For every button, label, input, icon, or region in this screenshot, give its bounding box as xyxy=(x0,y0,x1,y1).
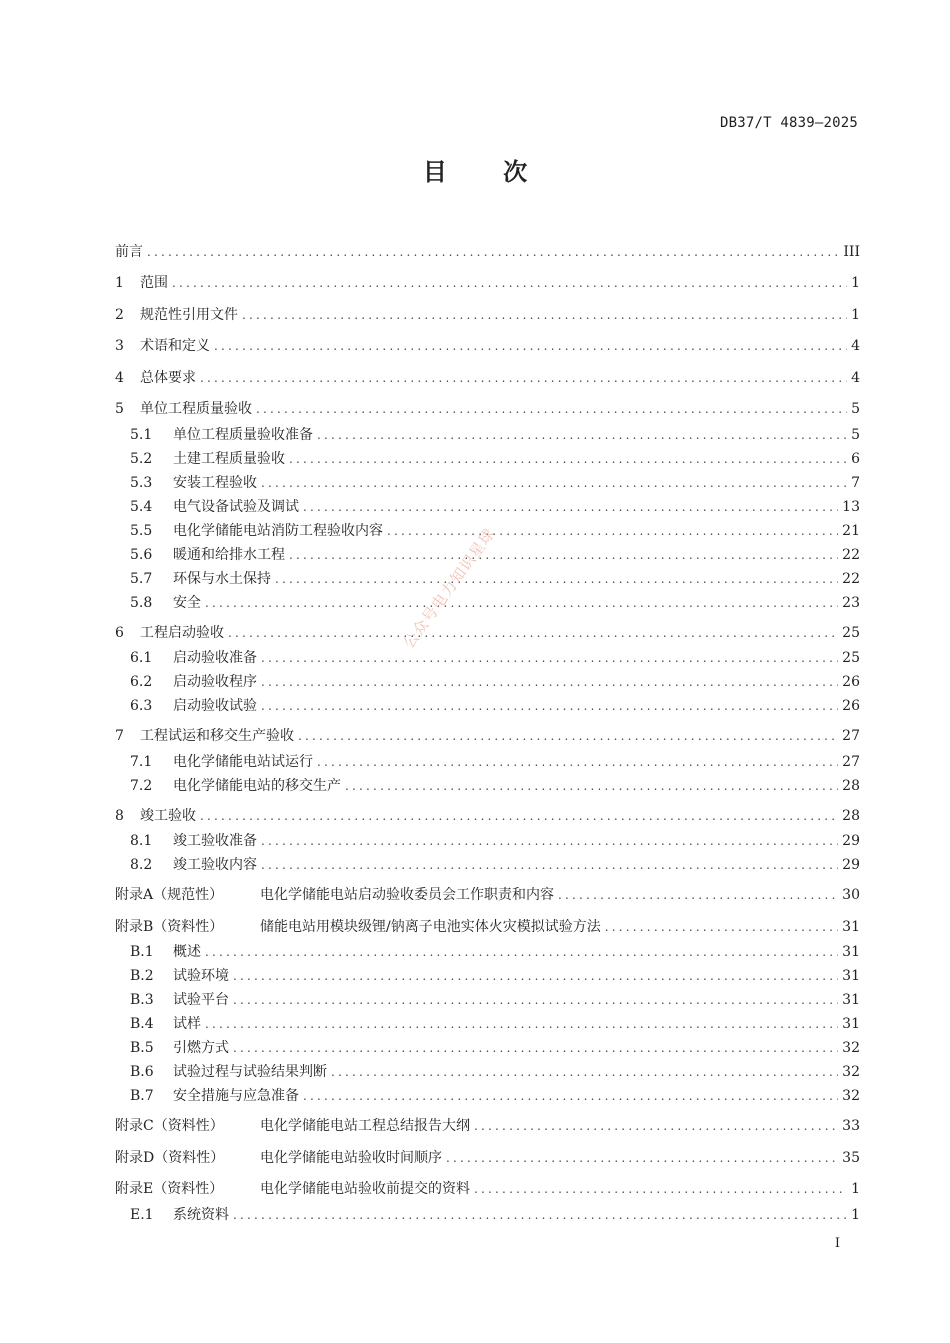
toc-entry[interactable] xyxy=(115,447,860,471)
toc-entry-number: 附录A（规范性） xyxy=(115,887,224,903)
toc-entry[interactable] xyxy=(115,774,860,798)
toc-leader-dots xyxy=(242,303,847,327)
toc-entry-page: 29 xyxy=(842,857,860,873)
toc-entry-title: 暖通和给排水工程 xyxy=(173,546,285,563)
toc-entry-number: 4 xyxy=(115,369,124,386)
toc-leader-dots xyxy=(303,1084,838,1108)
toc-entry[interactable] xyxy=(115,646,860,670)
toc-entry-page: 1 xyxy=(851,1181,860,1197)
toc-entry-title: 竣工验收内容 xyxy=(173,857,257,873)
toc-entry[interactable] xyxy=(115,591,860,615)
toc-entry-page: 27 xyxy=(842,753,860,770)
toc-leader-dots xyxy=(387,519,838,543)
toc-leader-dots xyxy=(303,495,838,519)
toc-entry-title: 工程启动验收 xyxy=(140,624,224,641)
toc-entry-page: 32 xyxy=(842,1064,860,1080)
toc-entry-title: 电化学储能电站验收时间顺序 xyxy=(260,1149,442,1166)
toc-entry-title: 电化学储能电站工程总结报告大纲 xyxy=(260,1118,470,1134)
toc-entry-number: B.5 xyxy=(130,1040,154,1056)
toc-entry-title: 启动验收试验 xyxy=(173,698,257,714)
toc-entry-page: 33 xyxy=(842,1118,860,1134)
toc-entry-title: 概述 xyxy=(173,944,201,960)
toc-leader-dots xyxy=(345,774,838,798)
toc-entry[interactable] xyxy=(115,391,860,423)
toc-entry-number: 6 xyxy=(115,624,124,641)
toc-entry-title: 电化学储能电站的移交生产 xyxy=(173,777,341,794)
toc-entry[interactable] xyxy=(115,1140,860,1172)
toc-entry-title: 启动验收程序 xyxy=(173,674,257,690)
toc-leader-dots xyxy=(233,1203,847,1227)
toc-entry-page: 22 xyxy=(842,546,860,563)
toc-entry[interactable] xyxy=(115,1084,860,1108)
toc-entry-page: 27 xyxy=(842,728,860,744)
toc-entry-number: 5.2 xyxy=(130,450,153,467)
toc-entry-number: 5.4 xyxy=(130,498,153,515)
toc-leader-dots xyxy=(474,1114,838,1138)
toc-entry-number: 6.3 xyxy=(130,698,153,714)
toc-leader-dots xyxy=(605,915,838,939)
toc-entry-page: 31 xyxy=(842,918,860,935)
toc-leader-dots xyxy=(558,883,838,907)
toc-entry-number: B.4 xyxy=(130,1016,154,1032)
toc-entry-page: 25 xyxy=(842,624,860,641)
toc-entry[interactable] xyxy=(115,615,860,647)
toc-leader-dots xyxy=(261,694,838,718)
toc-entry[interactable] xyxy=(115,1108,860,1140)
toc-leader-dots xyxy=(205,591,838,615)
toc-entry-page: 30 xyxy=(842,887,860,903)
toc-entry-page: 31 xyxy=(842,992,860,1008)
toc-entry-title: 环保与水土保持 xyxy=(173,570,271,587)
toc-entry-page: 26 xyxy=(842,698,860,714)
toc-entry-number: 7 xyxy=(115,728,124,744)
watermark-text: 公众号电力知识星球 xyxy=(399,524,499,652)
toc-entry[interactable] xyxy=(115,964,860,988)
toc-entry-page: 31 xyxy=(842,1016,860,1032)
toc-entry[interactable] xyxy=(115,694,860,718)
page-number: I xyxy=(834,1236,840,1251)
toc-leader-dots xyxy=(261,829,838,853)
toc-entry-number: B.3 xyxy=(130,992,154,1008)
toc-entry-page: 28 xyxy=(842,807,860,824)
toc-leader-dots xyxy=(261,471,847,495)
toc-entry-number: 7.1 xyxy=(130,753,153,770)
toc-leader-dots xyxy=(205,940,838,964)
toc-leader-dots xyxy=(331,1060,838,1084)
toc-leader-dots xyxy=(298,724,838,748)
toc-entry[interactable] xyxy=(115,240,860,265)
toc-entry-page: 31 xyxy=(842,968,860,984)
toc-entry-title: 范围 xyxy=(140,275,168,291)
toc-entry[interactable] xyxy=(115,988,860,1012)
toc-entry[interactable] xyxy=(115,471,860,495)
toc-entry-number: 1 xyxy=(115,275,124,291)
toc-entry-number: 8 xyxy=(115,807,124,824)
toc-entry-page: 5 xyxy=(851,426,860,443)
toc-leader-dots xyxy=(172,271,847,295)
toc-entry-number: 3 xyxy=(115,338,124,354)
toc-entry-number: 附录E（资料性） xyxy=(115,1181,224,1197)
toc-entry-number: 前言 xyxy=(115,244,143,260)
toc-entry-page: 1 xyxy=(851,306,860,323)
toc-entry[interactable] xyxy=(115,940,860,964)
toc-entry-title: 电气设备试验及调试 xyxy=(173,498,299,515)
toc-entry-number: 5.5 xyxy=(130,522,153,539)
toc-entry-title: 试验环境 xyxy=(173,968,229,984)
toc-entry-page: 29 xyxy=(842,833,860,849)
toc-entry-number: 5.1 xyxy=(130,426,153,443)
toc-entry-page: 5 xyxy=(851,401,860,417)
toc-entry-page: 1 xyxy=(851,1206,860,1223)
toc-leader-dots xyxy=(289,543,838,567)
toc-entry-title: 安装工程验收 xyxy=(173,474,257,491)
toc-entry-title: 电化学储能电站试运行 xyxy=(173,753,313,770)
toc-entry-page: 4 xyxy=(851,338,860,354)
toc-entry-title: 安全 xyxy=(173,594,201,611)
toc-leader-dots xyxy=(474,1177,847,1201)
toc-entry-title: 土建工程质量验收 xyxy=(173,450,285,467)
toc-entry-number: 附录D（资料性） xyxy=(115,1149,225,1166)
toc-entry-number: 附录C（资料性） xyxy=(115,1118,224,1134)
toc-entry-number: B.1 xyxy=(130,944,154,960)
toc-leader-dots xyxy=(256,397,847,421)
toc-leader-dots xyxy=(233,988,838,1012)
toc-leader-dots xyxy=(261,853,838,877)
toc-entry[interactable] xyxy=(115,877,860,909)
toc-entry[interactable] xyxy=(115,798,860,830)
toc-leader-dots xyxy=(317,750,838,774)
toc-entry-number: 7.2 xyxy=(130,777,153,794)
toc-entry-page: 35 xyxy=(842,1149,860,1166)
toc-entry-title: 总体要求 xyxy=(140,369,196,386)
toc-entry-title: 试样 xyxy=(173,1016,201,1032)
toc-entry-number: 附录B（资料性） xyxy=(115,918,224,935)
toc-entry-page: 25 xyxy=(842,650,860,666)
toc-leader-dots xyxy=(200,366,847,390)
toc-entry[interactable] xyxy=(115,750,860,774)
document-code: DB37/T 4839—2025 xyxy=(719,115,858,131)
toc-entry-title: 竣工验收准备 xyxy=(173,833,257,849)
toc-entry-number: 5.8 xyxy=(130,594,153,611)
toc-entry[interactable] xyxy=(115,853,860,877)
toc-entry-page: 31 xyxy=(842,944,860,960)
toc-entry[interactable] xyxy=(115,567,860,591)
toc-entry-title: 电化学储能电站启动验收委员会工作职责和内容 xyxy=(260,887,554,903)
toc-entry-page: III xyxy=(843,244,860,260)
toc-entry-title: 电化学储能电站消防工程验收内容 xyxy=(173,522,383,539)
toc-entry-page: 13 xyxy=(842,498,860,515)
toc-entry[interactable] xyxy=(115,360,860,392)
toc-entry-title: 储能电站用模块级锂/钠离子电池实体火灾模拟试验方法 xyxy=(260,918,601,935)
toc-leader-dots xyxy=(275,567,838,591)
toc-entry-title: 规范性引用文件 xyxy=(140,306,238,323)
toc-entry[interactable] xyxy=(115,265,860,297)
toc-leader-dots xyxy=(289,447,847,471)
toc-entry-title: 系统资料 xyxy=(173,1206,229,1223)
toc-leader-dots xyxy=(233,1036,838,1060)
toc-entry-number: B.2 xyxy=(130,968,154,984)
table-of-contents xyxy=(115,240,860,1227)
toc-entry-title: 引燃方式 xyxy=(173,1040,229,1056)
toc-entry-number: 5.3 xyxy=(130,474,153,491)
toc-entry-number: B.7 xyxy=(130,1088,154,1104)
toc-entry[interactable] xyxy=(115,1036,860,1060)
toc-entry-page: 23 xyxy=(842,594,860,611)
toc-entry-number: 8.1 xyxy=(130,833,153,849)
toc-entry[interactable] xyxy=(115,423,860,447)
toc-entry[interactable] xyxy=(115,1012,860,1036)
toc-entry-number: E.1 xyxy=(130,1206,154,1223)
toc-entry-page: 26 xyxy=(842,674,860,690)
toc-entry-number: 6.2 xyxy=(130,674,153,690)
toc-leader-dots xyxy=(147,240,839,264)
toc-entry-number: 5.7 xyxy=(130,570,153,587)
toc-entry-number: 6.1 xyxy=(130,650,153,666)
page-title: 目 次 xyxy=(422,158,552,186)
toc-entry[interactable] xyxy=(115,328,860,360)
toc-entry-page: 32 xyxy=(842,1088,860,1104)
toc-entry[interactable] xyxy=(115,909,860,941)
toc-leader-dots xyxy=(205,1012,838,1036)
toc-entry-title: 单位工程质量验收 xyxy=(140,401,252,417)
toc-entry-page: 21 xyxy=(842,522,860,539)
toc-entry-title: 电化学储能电站验收前提交的资料 xyxy=(260,1181,470,1197)
toc-entry[interactable] xyxy=(115,1171,860,1203)
toc-leader-dots xyxy=(200,804,838,828)
toc-leader-dots xyxy=(317,423,847,447)
toc-entry-page: 22 xyxy=(842,570,860,587)
toc-leader-dots xyxy=(214,334,847,358)
toc-entry-title: 术语和定义 xyxy=(140,338,210,354)
toc-entry[interactable] xyxy=(115,1203,860,1227)
toc-leader-dots xyxy=(233,964,838,988)
toc-entry-page: 7 xyxy=(851,474,860,491)
toc-leader-dots xyxy=(228,621,838,645)
toc-leader-dots xyxy=(446,1146,838,1170)
toc-entry-page: 4 xyxy=(851,369,860,386)
toc-entry[interactable] xyxy=(115,670,860,694)
toc-entry-title: 竣工验收 xyxy=(140,807,196,824)
toc-entry-number: 5 xyxy=(115,401,124,417)
toc-entry-page: 1 xyxy=(851,275,860,291)
toc-entry-title: 试验过程与试验结果判断 xyxy=(173,1064,327,1080)
toc-entry[interactable] xyxy=(115,718,860,750)
toc-entry-number: 8.2 xyxy=(130,857,153,873)
toc-entry-page: 32 xyxy=(842,1040,860,1056)
toc-entry[interactable] xyxy=(115,297,860,329)
toc-entry-number: 5.6 xyxy=(130,546,153,563)
toc-entry-title: 安全措施与应急准备 xyxy=(173,1088,299,1104)
toc-entry-title: 启动验收准备 xyxy=(173,650,257,666)
toc-entry-title: 单位工程质量验收准备 xyxy=(173,426,313,443)
toc-entry[interactable] xyxy=(115,495,860,519)
toc-entry-title: 试验平台 xyxy=(173,992,229,1008)
toc-entry-number: 2 xyxy=(115,306,124,323)
toc-entry[interactable] xyxy=(115,829,860,853)
toc-leader-dots xyxy=(261,670,838,694)
toc-entry-number: B.6 xyxy=(130,1064,154,1080)
toc-entry-page: 28 xyxy=(842,777,860,794)
toc-entry-page: 6 xyxy=(851,450,860,467)
toc-entry-title: 工程试运和移交生产验收 xyxy=(140,728,294,744)
toc-entry[interactable] xyxy=(115,1060,860,1084)
toc-leader-dots xyxy=(261,646,838,670)
